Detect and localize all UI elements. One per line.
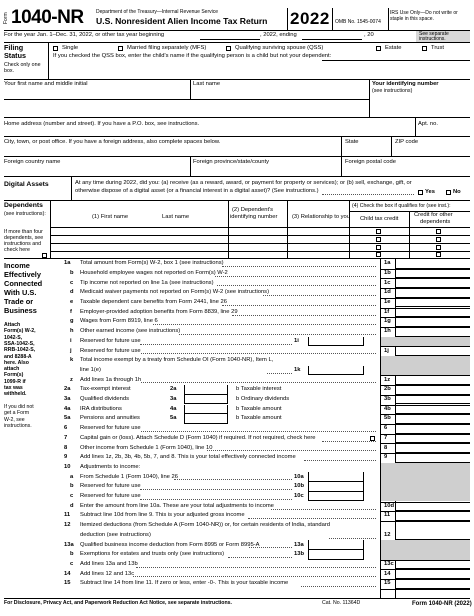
home-address-field[interactable]: Home address (number and street). If you have a P.O. box, see instructions.: [4, 121, 200, 127]
leader-dots: [141, 382, 376, 383]
line-4b-label: 4b: [384, 405, 391, 412]
qss-label: Qualifying surviving spouse (QSS): [235, 45, 324, 51]
line-number: f: [70, 308, 72, 315]
foreign-province-field[interactable]: Foreign province/state/county: [193, 159, 270, 165]
department: Department of the Treasury—Internal Revenue Service: [96, 9, 219, 15]
line-1a-label: 1a: [384, 260, 391, 267]
line-text: Taxable dependent care benefits from Form 2441, line 26: [80, 299, 227, 305]
omb-number: OMB No. 1545-0074: [335, 19, 381, 25]
line-number: 12: [64, 522, 71, 529]
line-13b-field[interactable]: [308, 550, 364, 560]
line-15-label: 15: [384, 580, 391, 587]
line-2b-label: 2b: [384, 386, 391, 393]
line-1j-amount-field[interactable]: [396, 346, 470, 356]
shaded-cell: [381, 550, 470, 560]
line-number: i: [70, 337, 72, 344]
line-number: g: [70, 318, 74, 325]
shaded-cell: [381, 540, 470, 550]
leader-dots: [271, 509, 376, 510]
line-number: 4a: [64, 405, 71, 412]
leader-dots: [179, 334, 376, 335]
line-5b-label: 5b: [384, 415, 391, 422]
line-1k-field[interactable]: [308, 366, 364, 376]
digital-assets-yes-label: Yes: [425, 189, 435, 195]
filing-status-title: Filing Status: [4, 43, 26, 60]
line-number: 6: [64, 425, 68, 432]
line-12-amount-field[interactable]: [396, 531, 470, 541]
line-10c-field[interactable]: [308, 492, 364, 502]
line-4b-amount-field[interactable]: [396, 405, 470, 415]
line-text: Total income exempt by a treaty from Schedule OI (Form 1040-NR), Item L,: [80, 357, 274, 364]
trust-checkbox[interactable]: [422, 46, 427, 51]
line-number: d: [70, 289, 74, 296]
leader-dots: [140, 489, 292, 490]
estate-checkbox[interactable]: [376, 46, 381, 51]
no-w2-note-line: instructions.: [4, 422, 32, 429]
line-15-amount-field[interactable]: [396, 579, 470, 589]
line-2b-amount-field[interactable]: [396, 385, 470, 395]
line-10d-label: 10d: [384, 502, 394, 509]
qss-child-text: If you checked the QSS box, enter the child's name if the qualifying person is a child but not your dependent:: [53, 53, 332, 59]
qss-checkbox[interactable]: [226, 46, 231, 51]
line-8-label: 8: [384, 444, 388, 451]
no-w2-note-line: If you did not: [4, 404, 34, 410]
digital-assets-no-label: No: [453, 189, 461, 195]
line-text: Wages from Form 8919, line 6: [80, 318, 158, 325]
tax-year-line: For the year Jan. 1–Dec. 31, 2022, or other tax year beginning: [4, 32, 165, 38]
mfs-checkbox[interactable]: [118, 46, 123, 51]
line-number: k: [70, 357, 74, 364]
line-right-text: b Taxable interest: [236, 386, 282, 393]
single-checkbox[interactable]: [53, 46, 58, 51]
leader-dots: [301, 586, 376, 587]
line-3b-amount-field[interactable]: [396, 395, 470, 405]
line-text: Other income from Schedule 1 (Form 1040), line 10: [80, 444, 213, 451]
footer-cat: Cat. No. 11364D: [322, 600, 361, 606]
line-7-amount-field[interactable]: [396, 434, 470, 444]
attach-note-line: RRB-1042-S,: [4, 347, 36, 354]
row-divider: [381, 521, 470, 522]
attach-note-line: SSA-1042-S,: [4, 340, 35, 347]
identifying-number-field[interactable]: [370, 97, 470, 117]
line-13c-amount-field[interactable]: [396, 560, 470, 570]
line-number: b: [70, 551, 74, 558]
line-text: Employer-provided adoption benefits from Form 8839, line 29: [80, 308, 238, 315]
line-right-text: b Taxable amount: [236, 415, 282, 422]
attach-note-line: tax was: [4, 385, 23, 391]
line-text: Reserved for future use: [80, 493, 141, 499]
leader-dots: [207, 450, 376, 451]
leader-dots: [153, 324, 376, 325]
line-text: Qualified business income deduction from Form 8995 or Form 8995-A: [80, 541, 260, 548]
line-3a-field[interactable]: [184, 395, 228, 405]
shaded-cell: [381, 463, 470, 473]
line-right-text: b Taxable amount: [236, 405, 282, 412]
line-13c-label: 13c: [384, 560, 394, 567]
dep1-ctc-checkbox[interactable]: [376, 229, 381, 234]
line-number: c: [70, 560, 74, 567]
line-text: Capital gain or (loss). Attach Schedule D (Form 1040) if required. If not required, check here: [80, 434, 316, 441]
line-1z-amount-field[interactable]: [396, 375, 470, 385]
dep4-ctc-checkbox[interactable]: [376, 252, 381, 257]
line-5a-field[interactable]: [184, 414, 228, 424]
apt-no-field[interactable]: Apt. no.: [418, 121, 438, 127]
leader-dots: [267, 373, 292, 374]
dep3-odc-checkbox[interactable]: [436, 245, 441, 250]
line-number: j: [70, 347, 72, 354]
line-2a-label: 2a: [170, 386, 177, 393]
leader-dots: [329, 538, 376, 539]
shaded-cell: [381, 337, 470, 347]
line-4a-field[interactable]: [184, 405, 228, 415]
form-1040-nr: Form 1040-NR Department of the Treasury—Internal Revenue Service U.S. Nonresident Alien Income Tax Return 2022 OMB No. 1545-0074 IRS Use Only—Do not write or staple in this space. For the year Jan. 1–Dec. 31, 2022, or other tax year beginning , 2022, ending , 20 See separate instructions. Filing Status Check only one box. Single Married filing separately (MFS) Qualifying surviving spouse (QSS) Estate Trust If you checked the QSS box, enter the child's name if the qualifying person is a child but not your dependent: Your first name and middle initial Last name Your identifying number (see instructions) Home address (number and street). If you have a P.O. box, see instructions. Apt. no. City, town, or post office. If you have a foreign address, also complete spaces below. State ZIP code Foreign country name Foreign province/state/county Foreign postal code Digital Assets At any time during 2022, did you: (a) receive (as a reward, award, or payment for property or services); or (b) sell, exchange, gift, or otherwise dispose of a digital asset (or a financial interest in a digital asset)? (See instructions.) Yes No Dependents (see instructions): If more than four dependents, see instructions and check here (1) First name Last name (2) Dependent's identifying number (3) Relationship to you (4) Check the box if qualifies for (see inst.): Child tax credit Credit for other dependents For Disclosure, Privacy Act, and Paperwork Reduction Act Notice, see separate instructions. Cat. No. 11364D Form 1040-NR (2022) Income Effectively Connected With U.S. Trade or Business Attach Form(s) W-2, 1042-S, SSA-1042-S, RRB-1042-S, and 8288-A here. Also attach Form(s) 1099-R if tax was withheld. If you did not get a Form W-2, see instructions. 1a Total amount from Form(s) W-2, box 1 (see instructions) 1a b Household employee wages not reported on Form(s) W-2 1b c Tip income not reported on line 1a (see instructions) 1c d Medicaid waiver payments not reported on Form(s) W-2 (see instructions) 1d e Taxable dependent care benefits from Form 2441, line 26 1e f Employer-provided adoption benefits from Form 8839, line 29 1f g Wages from Form 8919, line 6 1g h Other earned income (see instructions) 1h i Reserved for future use 1i j Reserved for future use 1j k Total income exempt by a treaty from Schedule OI (Form 1040-NR), Item L, line 1(e) 1k z Add lines 1a through 1h 1z 2a Tax-exempt interest 2a b Taxable interest 2b 3a Qualified dividends 3a b Ordinary dividends 3b 4a IRA distributions 4a b Taxable amount 4b 5a Pensions and annuities 5a b Taxable amount 5b 6 Reserved for future use 6 7 Capital gain or (loss). Attach Schedule D (Form 1040) if required. If not required, check here 7 8 Other income from Schedule 1 (Form 1040), line 10 8 9 Add lines 1z, 2b, 3b, 4b, 5b, 7, and 8. This is your total effectively connected income 9 10 Adjustments to income: a From Schedule 1 (Form 1040), line 26 10a b Reserved for future use 10b c Reserved for future use 10c d Enter the amount from line 10a. These are your total adjustments to income 10d 11 Subtract line 10d from line 9. This is your adjusted gross income 11 12 Itemized deductions (from Schedule A (Form 1040-NR)) or, for certain residents of India, standard deduction (see instructions) 12 13a Qualified business income deduction from Form 8995 or Form 8995-A 13a b Exemptions for estates and trusts only (see instructions) 13b c Add lines 13a and 13b 13c 14 Add lines 12 and 13c 14 15 Subtract line 14 from line 11. If zero or less, enter -0-. This is your taxable income 15: [3, 7, 472, 607]
income-title-line: Effectively: [4, 270, 41, 279]
line-text: Exemptions for estates and trusts only (see instructions): [80, 551, 225, 558]
line-number: 11: [64, 512, 71, 519]
capital-gain-checkbox[interactable]: [370, 436, 375, 441]
line-number: 7: [64, 434, 68, 441]
line-number: 2a: [64, 386, 71, 393]
dependents-title: Dependents: [4, 202, 43, 209]
line-1d-amount-field[interactable]: [396, 288, 470, 298]
leader-dots: [228, 557, 292, 558]
line-1k-label: 1k: [294, 366, 301, 373]
line-14-amount-field[interactable]: [396, 569, 470, 579]
line-12-label: 12: [384, 531, 391, 538]
line-text: Itemized deductions (from Schedule A (Form 1040-NR)) or, for certain residents of India, standard: [80, 522, 331, 529]
leader-dots: [217, 285, 376, 286]
dep4-odc-checkbox[interactable]: [436, 252, 441, 257]
leader-dots: [215, 276, 376, 277]
irs-use-only: IRS Use Only—Do not write or staple in this space.: [390, 10, 458, 22]
line-1i-field[interactable]: [308, 337, 364, 347]
line-1h-label: 1h: [384, 328, 391, 335]
income-title-line: Business: [4, 306, 37, 315]
attach-note-line: 1099-R if: [4, 378, 26, 385]
line-11-label: 11: [384, 512, 391, 519]
line-number: c: [70, 493, 74, 499]
line-text-continued: deduction (see instructions): [80, 531, 151, 538]
attach-note-line: withheld.: [4, 391, 27, 398]
filing-status-note: Check only one box.: [4, 62, 41, 74]
line-text: Add lines 13a and 13b: [80, 560, 138, 567]
line-number: 5a: [64, 415, 71, 422]
leader-dots: [263, 295, 376, 296]
tax-year: 2022: [290, 9, 330, 28]
foreign-country-field[interactable]: Foreign country name: [4, 159, 61, 165]
shaded-cell: [381, 472, 470, 482]
leader-dots: [248, 518, 376, 519]
line-10b-field[interactable]: [308, 482, 364, 492]
first-name-field[interactable]: Your first name and middle initial: [4, 81, 88, 87]
footer-notice: For Disclosure, Privacy Act, and Paperwork Reduction Act Notice, see separate instructions.: [4, 600, 232, 606]
dep2-odc-checkbox[interactable]: [436, 237, 441, 242]
line-10a-label: 10a: [294, 473, 304, 480]
line-1d-label: 1d: [384, 289, 391, 296]
line-1g-amount-field[interactable]: [396, 317, 470, 327]
line-text: Add lines 12 and 13c: [80, 570, 135, 577]
line-text: Tip income not reported on line 1a (see instructions): [80, 279, 214, 286]
leader-dots: [174, 479, 292, 480]
shaded-cell: [381, 356, 470, 375]
line-7-label: 7: [384, 434, 388, 441]
line-5b-amount-field[interactable]: [396, 414, 470, 424]
line-1f-label: 1f: [384, 308, 390, 315]
line-1g-label: 1g: [384, 318, 391, 325]
identifying-number-label: Your identifying number: [372, 81, 439, 87]
single-label: Single: [62, 45, 79, 51]
leader-dots: [141, 353, 376, 354]
line-text: Reserved for future use: [80, 425, 141, 432]
income-title-line: Connected: [4, 279, 43, 288]
leader-dots: [140, 499, 292, 500]
leader-dots: [232, 315, 376, 316]
line-6-label: 6: [384, 425, 388, 432]
dependents-more-note: If more than four dependents, see instructions and check here: [4, 229, 44, 253]
line-10a-field[interactable]: [308, 472, 364, 482]
line-text: Adjustments to income:: [80, 463, 141, 470]
line-text-continued: line 1(e): [80, 366, 101, 373]
leader-dots: [222, 266, 376, 267]
line-number: a: [70, 473, 74, 480]
line-number: d: [70, 502, 74, 509]
foreign-postal-field[interactable]: Foreign postal code: [345, 159, 396, 165]
leader-dots: [304, 460, 376, 461]
line-text: From Schedule 1 (Form 1040), line 26: [80, 473, 178, 480]
leader-dots: [141, 431, 376, 432]
line-1i-label: 1i: [294, 337, 299, 344]
line-text: Medicaid waiver payments not reported on Form(s) W-2 (see instructions): [80, 289, 270, 296]
last-name-field[interactable]: Last name: [193, 81, 221, 87]
line-text: Subtract line 10d from line 9. This is your adjusted gross income: [80, 512, 245, 519]
leader-dots: [136, 567, 376, 568]
income-title-line: Trade or: [4, 297, 34, 306]
line-number: 15: [64, 580, 71, 587]
line-text: Qualified dividends: [80, 396, 129, 402]
line-3b-label: 3b: [384, 396, 391, 402]
line-11-amount-field[interactable]: [396, 511, 470, 521]
line-4a-label: 4a: [170, 405, 177, 412]
line-text: Add lines 1z, 2b, 3b, 4b, 5b, 7, and 8. This is your total effectively connected income: [80, 454, 296, 461]
line-1z-label: 1z: [384, 376, 391, 383]
line-1h-amount-field[interactable]: [396, 327, 470, 337]
attach-note-line: attach: [4, 366, 20, 373]
line-number: b: [70, 269, 74, 276]
line-2a-field[interactable]: [184, 385, 228, 395]
line-10b-label: 10b: [294, 483, 304, 490]
line-text: Subtract line 14 from line 11. If zero or less, enter -0-. This is your taxable income: [80, 580, 289, 587]
attach-note-line: Attach: [4, 322, 21, 328]
line-10c-label: 10c: [294, 493, 304, 499]
line-text: Reserved for future use: [80, 337, 141, 344]
dep3-ctc-checkbox[interactable]: [376, 245, 381, 250]
digital-assets-yes-checkbox[interactable]: [418, 190, 423, 195]
line-text: Add lines 1a through 1h: [80, 376, 142, 383]
leader-dots: [133, 576, 376, 577]
line-5a-label: 5a: [170, 415, 177, 422]
estate-label: Estate: [385, 45, 402, 51]
state-field[interactable]: State: [345, 139, 359, 145]
line-1b-amount-field[interactable]: [396, 269, 470, 279]
line-text: Reserved for future use: [80, 483, 141, 490]
line-1j-label: 1j: [384, 347, 389, 354]
line-number: 10: [64, 463, 71, 470]
row-divider: [381, 589, 470, 590]
line-1f-amount-field[interactable]: [396, 308, 470, 318]
line-text: Pensions and annuities: [80, 415, 140, 422]
line-number: 9: [64, 454, 68, 461]
line-number: 1a: [64, 260, 71, 267]
line-number: e: [70, 299, 74, 305]
line-number: h: [70, 328, 74, 335]
line-right-text: b Ordinary dividends: [236, 396, 290, 402]
line-1b-label: 1b: [384, 269, 391, 276]
attach-note-line: here. Also: [4, 359, 29, 366]
line-number: 13a: [64, 541, 74, 548]
line-6-amount-field[interactable]: [396, 424, 470, 434]
line-1e-label: 1e: [384, 299, 391, 305]
line-text: Tax-exempt interest: [80, 386, 131, 393]
digital-assets-no-checkbox[interactable]: [446, 190, 451, 195]
income-title-line: Income: [4, 261, 30, 270]
line-13a-label: 13a: [294, 541, 304, 548]
line-number: 8: [64, 444, 68, 451]
line-10d-amount-field[interactable]: [396, 502, 470, 512]
line-text: IRA distributions: [80, 405, 122, 412]
line-9-label: 9: [384, 454, 388, 461]
line-number: b: [70, 483, 74, 490]
line-text: Total amount from Form(s) W-2, box 1 (see instructions): [80, 260, 224, 267]
qss-child-name-field[interactable]: [322, 60, 470, 61]
dep2-ctc-checkbox[interactable]: [376, 237, 381, 242]
line-1c-label: 1c: [384, 279, 391, 286]
city-field[interactable]: City, town, or post office. If you have a foreign address, also complete spaces below.: [4, 139, 221, 145]
line-text: Reserved for future use: [80, 347, 141, 354]
income-title-line: With U.S.: [4, 288, 37, 297]
digital-assets-question: At any time during 2022, did you: (a) receive (as a reward, award, or payment for property or services); or (b) sell, exchange, gift, or: [75, 180, 412, 186]
no-w2-note-line: get a Form: [4, 410, 30, 417]
dep1-odc-checkbox[interactable]: [436, 229, 441, 234]
no-w2-note-line: W-2, see: [4, 416, 25, 423]
zip-field[interactable]: ZIP code: [395, 139, 419, 145]
form-number: 1040-NR: [11, 7, 84, 28]
line-3a-label: 3a: [170, 396, 177, 402]
leader-dots: [222, 305, 376, 306]
line-14-label: 14: [384, 570, 391, 577]
leader-dots: [322, 441, 376, 442]
attach-note-line: Form(s) W-2,: [4, 328, 36, 335]
line-number: 14: [64, 570, 71, 577]
trust-label: Trust: [431, 45, 444, 51]
line-8-amount-field[interactable]: [396, 443, 470, 453]
leader-dots: [140, 344, 292, 345]
footer-form: Form 1040-NR (2022): [412, 601, 472, 607]
line-1a-amount-field[interactable]: [396, 259, 470, 269]
leader-dots: [249, 547, 292, 548]
line-text: Enter the amount from line 10a. These are your total adjustments to income: [80, 502, 274, 509]
form-word: Form: [3, 12, 9, 24]
attach-note-line: 1042-S,: [4, 334, 23, 341]
line-text: Other earned income (see instructions): [80, 328, 181, 335]
shaded-cell: [381, 482, 470, 492]
line-number: 3a: [64, 396, 71, 402]
attach-note-line: Form(s): [4, 372, 24, 379]
attach-note-line: and 8288-A: [4, 353, 32, 360]
mfs-label: Married filing separately (MFS): [127, 45, 207, 51]
line-13b-label: 13b: [294, 551, 304, 558]
line-1e-amount-field[interactable]: [396, 298, 470, 308]
digital-assets-title: Digital Assets: [4, 181, 49, 188]
shaded-cell: [381, 492, 470, 502]
line-1c-amount-field[interactable]: [396, 278, 470, 288]
form-title: U.S. Nonresident Alien Income Tax Return: [96, 16, 268, 26]
see-instructions-box: See separate instructions.: [416, 31, 470, 42]
line-text: Household employee wages not reported on Form(s) W-2: [80, 269, 228, 276]
line-9-amount-field[interactable]: [396, 453, 470, 463]
line-13a-field[interactable]: [308, 540, 364, 550]
line-number: z: [70, 376, 73, 383]
line-number: c: [70, 279, 74, 286]
